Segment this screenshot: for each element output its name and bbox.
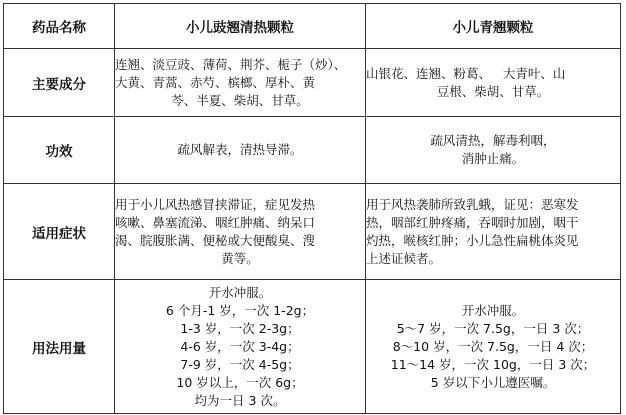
text-line: 7-9 岁，一次 4-5g； <box>180 356 300 372</box>
text-line: 咳嗽、鼻塞流涕、咽红肿痛、纳呆口 <box>115 214 316 230</box>
text-line: 灼热，喉核红肿；小儿急性扁桃体炎见 <box>366 232 579 248</box>
text-line: 10 岁以上，一次 6g； <box>176 374 304 390</box>
text-line: 均为一日 3 次。 <box>194 392 286 408</box>
label-indications: 适用症状 <box>4 184 115 280</box>
text-line: 渴、脘腹胀满、便秘或大便酸臭、溲 <box>115 232 316 248</box>
row-indications <box>4 184 621 280</box>
text-line: 疏风清热，解毒利咽， <box>430 133 556 148</box>
row-dosage <box>4 280 621 414</box>
text-line: 大黄、青蒿、赤芍、槟榔、厚朴、黄 <box>115 74 316 90</box>
dosage-drug-2 <box>366 280 621 414</box>
text-line: 连翘、淡豆豉、薄荷、荆芥、栀子（炒）、 <box>115 56 347 72</box>
text-line: 用于风热袭肺所致乳蛾，证见：恶寒发 <box>366 196 579 212</box>
text-line: 11～14 岁，一次 10g，一日 3 次； <box>390 356 596 372</box>
text-line: 豆根、柴胡、甘草。 <box>436 83 550 99</box>
text-line: 黄等。 <box>221 250 259 266</box>
ingredients-drug-2 <box>366 49 621 117</box>
text-line: 山银花、连翘、粉葛、 大青叶、山 <box>366 65 566 81</box>
text-line: 4-6 岁，一次 3-4g； <box>180 338 300 354</box>
dosage-drug-1 <box>115 280 366 414</box>
label-ingredients: 主要成分 <box>4 49 115 117</box>
comparison-table <box>3 3 621 414</box>
text-line: 开水冲服。 <box>461 302 525 318</box>
header-drug-1: 小儿豉翘清热颗粒 <box>115 4 366 49</box>
indications-drug-2 <box>366 184 621 280</box>
header-drug-name: 药品名称 <box>4 4 115 49</box>
text-line: 1-3 岁，一次 2-3g； <box>180 320 300 336</box>
row-efficacy <box>4 117 621 184</box>
text-line: 8～10 岁，一次 7.5g，一日 4 次； <box>392 338 594 354</box>
header-drug-2: 小儿青翘颗粒 <box>366 4 621 49</box>
text-line: 用于小儿风热感冒挟滞证，症见发热 <box>115 196 316 212</box>
text-line: 6 个月-1 岁，一次 1-2g； <box>165 302 315 318</box>
text-line: 上述证候者。 <box>366 250 442 266</box>
text-line: 热，咽部红肿疼痛，吞咽时加剧，咽干 <box>366 214 579 230</box>
row-ingredients <box>4 49 621 117</box>
label-dosage: 用法用量 <box>4 280 115 414</box>
efficacy-drug-1: 疏风解表，清热导滞。 <box>115 117 366 184</box>
ingredients-drug-1 <box>115 49 366 117</box>
text-line: 5 岁以下小儿遵医嘱。 <box>430 374 556 390</box>
text-line: 芩、半夏、柴胡、甘草。 <box>171 92 309 108</box>
text-line: 5～7 岁，一次 7.5g，一日 3 次； <box>396 320 590 336</box>
label-efficacy: 功效 <box>4 117 115 184</box>
text-line: 开水冲服。 <box>208 284 272 300</box>
header-row <box>4 4 621 49</box>
indications-drug-1 <box>115 184 366 280</box>
text-line: 消肿止痛。 <box>461 151 525 166</box>
efficacy-drug-2 <box>366 117 621 184</box>
